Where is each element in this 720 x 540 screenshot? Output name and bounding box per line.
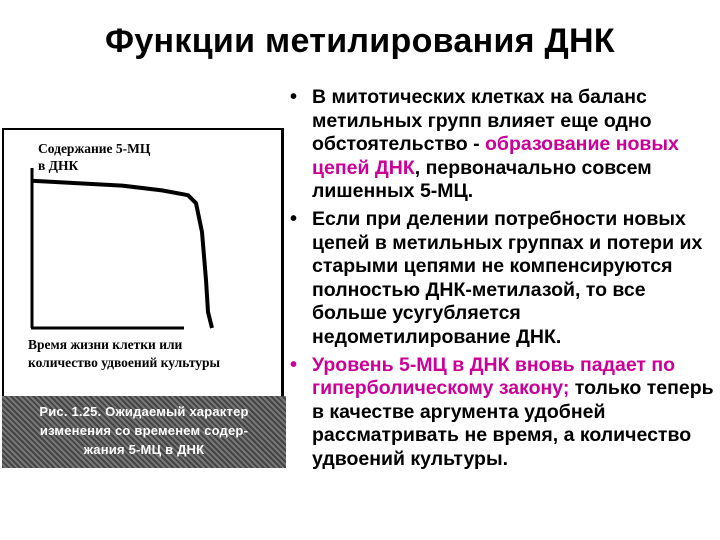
bullet-1-text-b: , первоначально совсем лишенных 5-МЦ. [312, 156, 652, 203]
x-label-line-1: Время жизни клетки или [28, 337, 183, 352]
caption-line-2: изменения со временем содер- [39, 423, 249, 438]
caption-line-1: Рис. 1.25. Ожидаемый характер [39, 404, 249, 419]
bullet-item-2 [290, 208, 715, 350]
chart-y-label [38, 140, 238, 174]
bullet-dot: • [290, 86, 298, 108]
bullet-1-highlight: образование новых цепей ДНК [312, 133, 679, 179]
caption-line-3: жания 5-МЦ в ДНК [83, 442, 205, 457]
y-label-line-1: Содержание 5-МЦ [38, 141, 151, 156]
bullet-item-3 [290, 354, 715, 472]
chart-x-label [28, 336, 288, 372]
y-label-line-2: в ДНК [38, 158, 79, 173]
x-label-line-2: количество удвоений культуры [28, 355, 221, 370]
slide-title: Функции метилирования ДНК [105, 22, 615, 60]
curve-line [32, 181, 212, 328]
figure-caption [8, 402, 280, 459]
bullet-3-text: только теперь в качестве аргумента удобней рассматривать не время, а количество удвоений культуры. [312, 377, 714, 470]
figure-caption-band [2, 396, 286, 468]
bullet-1-text-a: В митотических клетках на баланс метильных групп влияет еще одно обстоятельство - [312, 86, 652, 156]
bullet-dot: • [290, 353, 298, 376]
bullet-2-text: Если при делении потребности новых цепей в метильных группах и потери их старыми цепями не компенсируются полностью ДНК-метилазой, то все больше усугубляется недометилирование ДНК. [312, 207, 703, 348]
bullet-dot: • [290, 207, 298, 230]
bullet-list [290, 86, 715, 476]
figure [2, 128, 286, 468]
bullet-item-1 [290, 86, 715, 204]
bullet-3-highlight: Уровень 5-МЦ в ДНК вновь падает по гиперболическому закону; [312, 353, 676, 400]
